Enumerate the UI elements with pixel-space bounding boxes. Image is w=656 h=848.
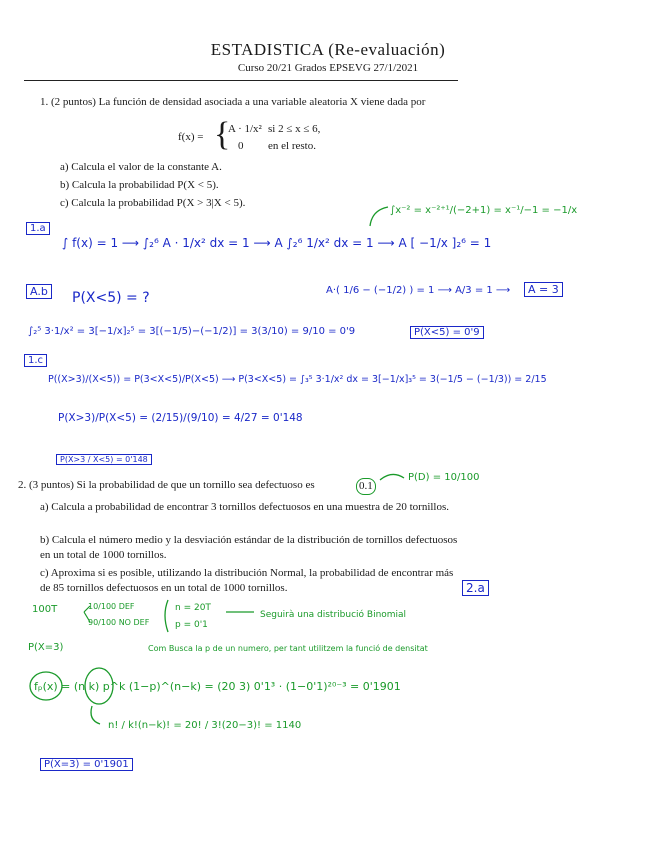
arrow-binom [91, 706, 100, 724]
problem2-statement: 2. (3 puntos) Si la probabilidad de que un tornillo sea defectuoso es [18, 479, 315, 491]
problem2-probability: 0.1 [356, 478, 376, 495]
work-1b: ∫₂⁵ 3·1/x² = 3[−1/x]₂⁵ = 3[(−1/5)−(−1/2)] = 3(3/10) = 9/10 = 0'9 [28, 326, 356, 337]
problem1-part-b: b) Calcula la probabilidad P(X < 5). [60, 179, 219, 191]
problem2-part-b: b) Calcula el número medio y la desviación estándar de la distribución de tornillos defectuosos en un total de 1000 tornillos. [40, 534, 458, 561]
note-binomial: Seguirà una distribució Binomial [260, 610, 407, 620]
problem1-part-c: c) Calcula la probabilidad P(X > 3|X < 5). [60, 197, 246, 209]
case2-expr: 0 [238, 140, 244, 152]
case2-cond: en el resto. [268, 140, 316, 152]
aside-integral: ∫x⁻² = x⁻²⁺¹/(−2+1) = x⁻¹/−1 = −1/x [390, 205, 578, 216]
formula-2a: fₚ(x) = (n k) p^k (1−p)^(n−k) = (20 3) 0'1³ · (1−0'1)²⁰⁻³ = 0'1901 [34, 680, 401, 693]
total-screws: 100T [32, 604, 58, 615]
answer-1b: P(X<5) = 0'9 [410, 326, 484, 339]
arrow-aside-prob [380, 474, 404, 480]
circle-binom [85, 668, 113, 704]
function-lhs: f(x) = [178, 131, 204, 143]
answer-1c: P(X>3 / X<5) = 0'148 [56, 454, 152, 465]
problem2-part-c: c) Aproxima si es posible, utilizando la distribución Normal, la probabilidad de encontrar más de 85 tornillos defectuosos en un total de 1000 tornillos. [40, 567, 454, 594]
prob-1b: P(X<5) = ? [72, 290, 150, 306]
answer-2a: P(X=3) = 0'1901 [40, 758, 133, 771]
label-2a: 2.a [462, 580, 489, 596]
param-p: p = 0'1 [175, 620, 208, 630]
case1-expr: A · 1/x² [228, 123, 262, 135]
answer-A: A = 3 [524, 282, 563, 297]
problem1-statement: 1. (2 puntos) La función de densidad asociada a una variable aleatoria X viene dada por [40, 96, 426, 108]
work-1c: P((X>3)/(X<5)) = P(3<X<5)/P(X<5) ⟶ P(3<X<5) = ∫₃⁵ 3·1/x² dx = 3[−1/x]₃⁵ = 3(−1/5 − (−1/3)) = 2/15 [48, 374, 547, 385]
case1-cond: si 2 ≤ x ≤ 6, [268, 123, 321, 135]
label-1a: 1.a [26, 222, 50, 235]
prob-label-2a: P(X=3) [28, 642, 64, 653]
work-1c-ratio: P(X>3)/P(X<5) = (2/15)/(9/10) = 4/27 = 0'148 [58, 412, 303, 424]
param-n: n = 20T [175, 603, 211, 613]
split-arrows [84, 606, 90, 622]
split-defective: 10/100 DEF [88, 602, 135, 611]
label-1b: A.b [26, 284, 52, 299]
work-1a: ∫ f(x) = 1 ⟶ ∫₂⁶ A · 1/x² dx = 1 ⟶ A ∫₂⁶ 1/x² dx = 1 ⟶ A [ −1/x ]₂⁶ = 1 [62, 236, 492, 250]
problem1-part-a: a) Calcula el valor de la constante A. [60, 161, 222, 173]
arrow-aside-integral [370, 207, 388, 226]
param-brace [165, 600, 168, 632]
work-1b-A: A·( 1/6 − (−1/2) ) = 1 ⟶ A/3 = 1 ⟶ [326, 285, 511, 296]
problem2-part-a: a) Calcula a probabilidad de encontrar 3 tornillos defectuosos en una muestra de 20 tornillos. [40, 501, 450, 513]
circle-fp [30, 672, 62, 700]
brace: { [214, 116, 231, 153]
label-1c: 1.c [24, 354, 47, 367]
note-density: Com Busca la p de un numero, per tant utilitzem la funció de densitat [148, 644, 428, 653]
split-ok: 90/100 NO DEF [88, 618, 150, 627]
problem2-aside: P(D) = 10/100 [408, 472, 480, 483]
binom-2a: n! / k!(n−k)! = 20! / 3!(20−3)! = 1140 [108, 720, 302, 731]
document-title: ESTADISTICA (Re-evaluación) [210, 40, 446, 59]
course-line: Curso 20/21 Grados EPSEVG 27/1/2021 [237, 62, 419, 74]
